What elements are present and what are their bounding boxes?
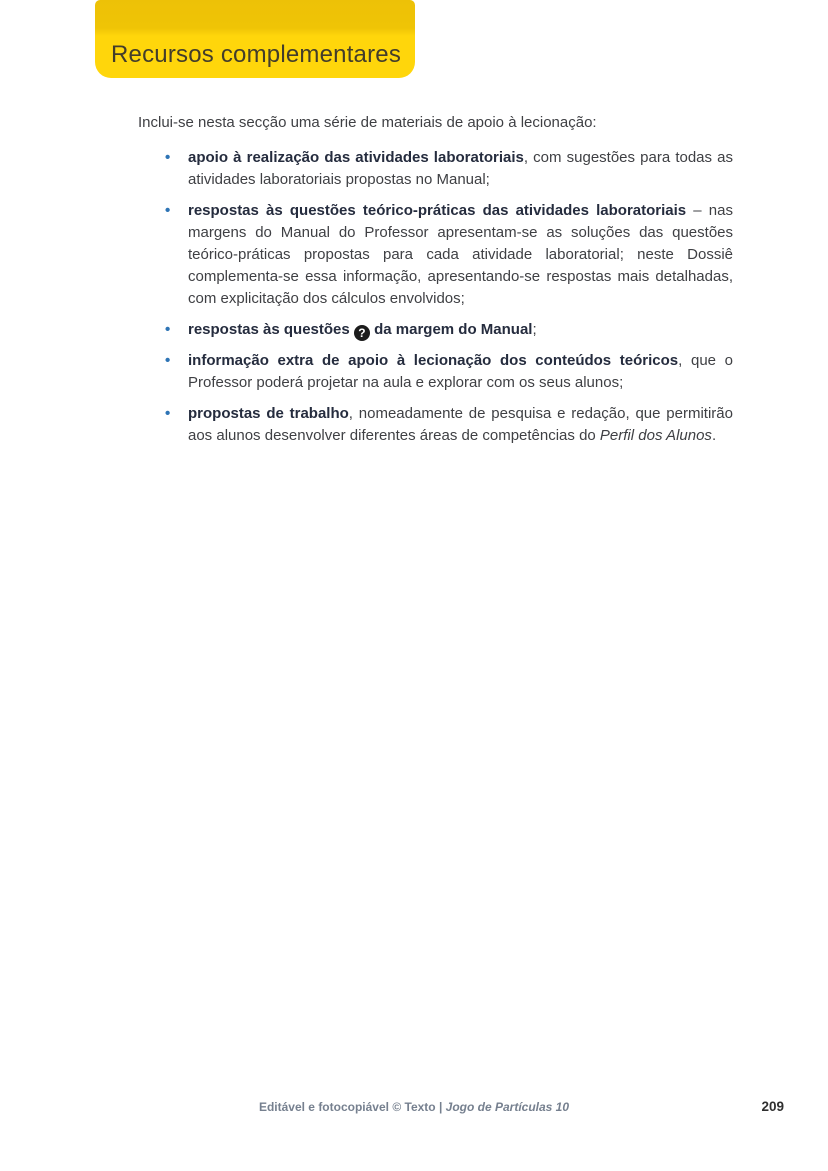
page-title: Recursos complementares [111, 41, 402, 68]
bullet-marker-icon: • [165, 352, 171, 369]
footer-credit [0, 1100, 828, 1114]
bullet-item [138, 200, 733, 310]
text-segment: – nas margens do Manual do Professor apresentam-se as soluções das questões teórico-práticas propostas para cada atividade laboratorial; neste Dossiê complementa-se essa informação, apresentando-se respostas mais detalhadas, com explicitação dos cálculos envolvidos; [188, 202, 733, 307]
text-segment: apoio à realização das atividades laboratoriais [188, 149, 524, 166]
intro-paragraph: Inclui-se nesta secção uma série de materiais de apoio à lecionação: [138, 114, 597, 131]
text-segment: , nomeadamente de pesquisa e redação, que permitirão aos alunos desenvolver diferentes áreas de competências do [188, 405, 733, 444]
bullet-text [188, 149, 733, 188]
text-segment: propostas de trabalho [188, 405, 349, 422]
footer-book-title: Jogo de Partículas 10 [445, 1100, 570, 1114]
bullet-text [188, 352, 733, 391]
bullet-marker-icon: • [165, 405, 171, 422]
content-area [138, 112, 733, 456]
question-mark-icon: ? [354, 325, 370, 341]
bullet-marker-icon: • [165, 202, 171, 219]
text-segment: Perfil dos Alunos [599, 427, 712, 444]
page-number: 209 [761, 1099, 784, 1114]
bullet-text [188, 321, 537, 338]
bullet-marker-icon: • [165, 149, 171, 166]
text-segment: , com sugestões para todas as atividades laboratoriais propostas no Manual; [188, 149, 733, 188]
page-footer [0, 1100, 828, 1120]
text-segment: respostas às questões [188, 321, 354, 338]
bullet-item [138, 350, 733, 394]
bullet-item [138, 147, 733, 191]
text-segment: informação extra de apoio à lecionação dos conteúdos teóricos [188, 352, 679, 369]
text-segment: da margem do Manual [369, 321, 533, 338]
text-segment: ; [532, 321, 537, 338]
section-banner [95, 0, 415, 78]
bullet-text [188, 405, 733, 444]
bullet-marker-icon: • [165, 321, 171, 338]
text-segment: . [711, 427, 717, 444]
bullet-item [138, 403, 733, 447]
bullet-item [138, 319, 733, 341]
text-segment: respostas às questões teórico-práticas das atividades laboratoriais [188, 202, 687, 219]
bullet-text [188, 202, 733, 307]
bullet-list [138, 147, 733, 447]
text-segment: , que o Professor poderá projetar na aula e explorar com os seus alunos; [188, 352, 733, 391]
footer-credit-text: Editável e fotocopiável © Texto | [258, 1100, 446, 1114]
